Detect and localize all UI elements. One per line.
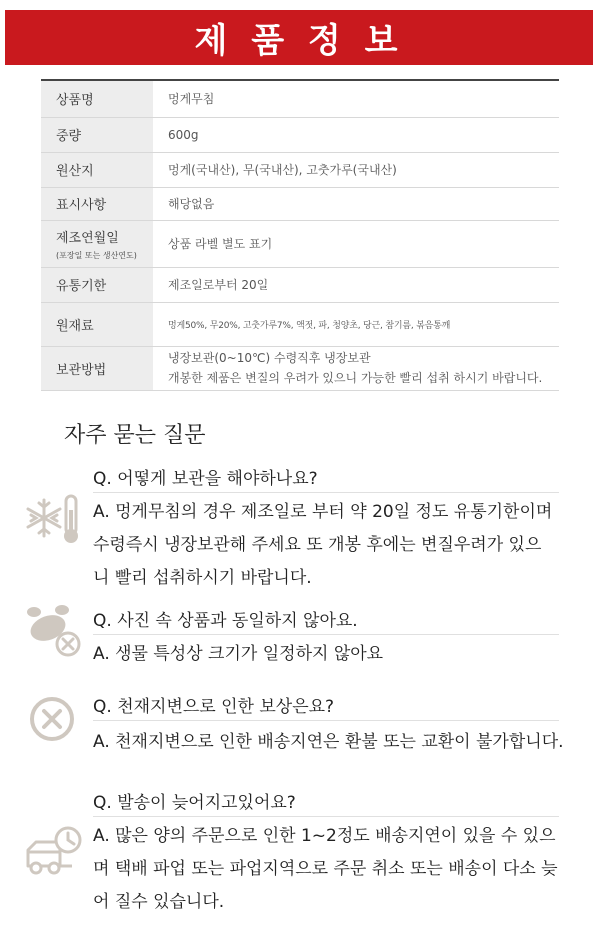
row-value-line: 개봉한 제품은 변질의 우려가 있으니 가능한 빨리 섭취 하시기 바랍니다. (168, 371, 543, 385)
row-label: 보관방법 (41, 346, 153, 390)
faq-divider (93, 634, 559, 635)
faq-question: Q. 사진 속 상품과 동일하지 않아요. (93, 611, 358, 631)
row-label: 중량 (41, 117, 153, 152)
banner-title: 제 품 정 보 (194, 21, 404, 61)
faq-question: Q. 어떻게 보관을 해야하나요? (93, 469, 318, 489)
row-value: 해당없음 (153, 187, 559, 220)
product-info-banner (5, 10, 593, 65)
faq-answer-line: A. 생물 특성상 크기가 일정하지 않아요 (93, 644, 384, 664)
row-label-sub: (포장일 또는 생산연도) (56, 250, 137, 260)
faq-question: Q. 천재지변으로 인한 보상은요? (93, 697, 335, 717)
row-value-line: 냉장보관(0~10℃) 수령직후 냉장보관 (168, 351, 371, 365)
table-row (41, 117, 559, 152)
faq-answer-line: A. 멍게무침의 경우 제조일로 부터 약 20일 정도 유통기한이며 (93, 502, 553, 522)
row-label: 상품명 (41, 80, 153, 117)
row-value: 상품 라벨 별도 표기 (153, 220, 559, 267)
row-value-group (153, 346, 559, 390)
faq-answer-line: 니 빨리 섭취하시기 바랍니다. (93, 568, 312, 588)
faq-divider (93, 720, 559, 721)
table-row (41, 346, 559, 390)
table-row (41, 220, 559, 267)
circle-x-icon (22, 688, 84, 750)
table-row (41, 267, 559, 302)
truck-clock-icon (22, 822, 84, 884)
faq-answer-line: A. 천재지변으로 인한 배송지연은 환불 또는 교환이 불가합니다. (93, 732, 564, 752)
row-label: 표시사항 (41, 187, 153, 220)
table-row (41, 187, 559, 220)
faq-title: 자주 묻는 질문 (64, 423, 206, 448)
row-label: 원재료 (41, 302, 153, 346)
faq-answer-line: 수령즉시 냉장보관해 주세요 또 개봉 후에는 변질우려가 있으 (93, 535, 542, 555)
table-row (41, 80, 559, 117)
faq-divider (93, 492, 559, 493)
row-label: 원산지 (41, 152, 153, 187)
faq-question: Q. 발송이 늦어지고있어요? (93, 793, 296, 813)
crab-x-icon (22, 600, 84, 662)
table-row (41, 152, 559, 187)
snowflake-thermometer-icon (22, 486, 84, 548)
product-info-table (41, 79, 559, 391)
row-value: 600g (153, 117, 559, 152)
row-value: 멍게무침 (153, 80, 559, 117)
faq-answer (93, 820, 563, 919)
faq-answer (93, 496, 563, 595)
row-label: 제조연월일 (56, 230, 119, 246)
table-row (41, 302, 559, 346)
faq-answer (93, 726, 563, 759)
faq-answer-line: A. 많은 양의 주문으로 인한 1~2정도 배송지연이 있을 수 있으 (93, 826, 556, 846)
row-value: 멍게50%, 무20%, 고춧가루7%, 액젓, 파, 청양초, 당근, 참기름, 볶음통깨 (153, 302, 559, 346)
row-value: 멍게(국내산), 무(국내산), 고춧가루(국내산) (153, 152, 559, 187)
faq-divider (93, 816, 559, 817)
row-label: 유통기한 (41, 267, 153, 302)
faq-answer (93, 638, 563, 671)
row-label-group (41, 220, 153, 267)
faq-answer-line: 며 택배 파업 또는 파업지역으로 주문 취소 또는 배송이 다소 늦 (93, 859, 558, 879)
faq-answer-line: 어 질수 있습니다. (93, 892, 225, 912)
row-value: 제조일로부터 20일 (153, 267, 559, 302)
